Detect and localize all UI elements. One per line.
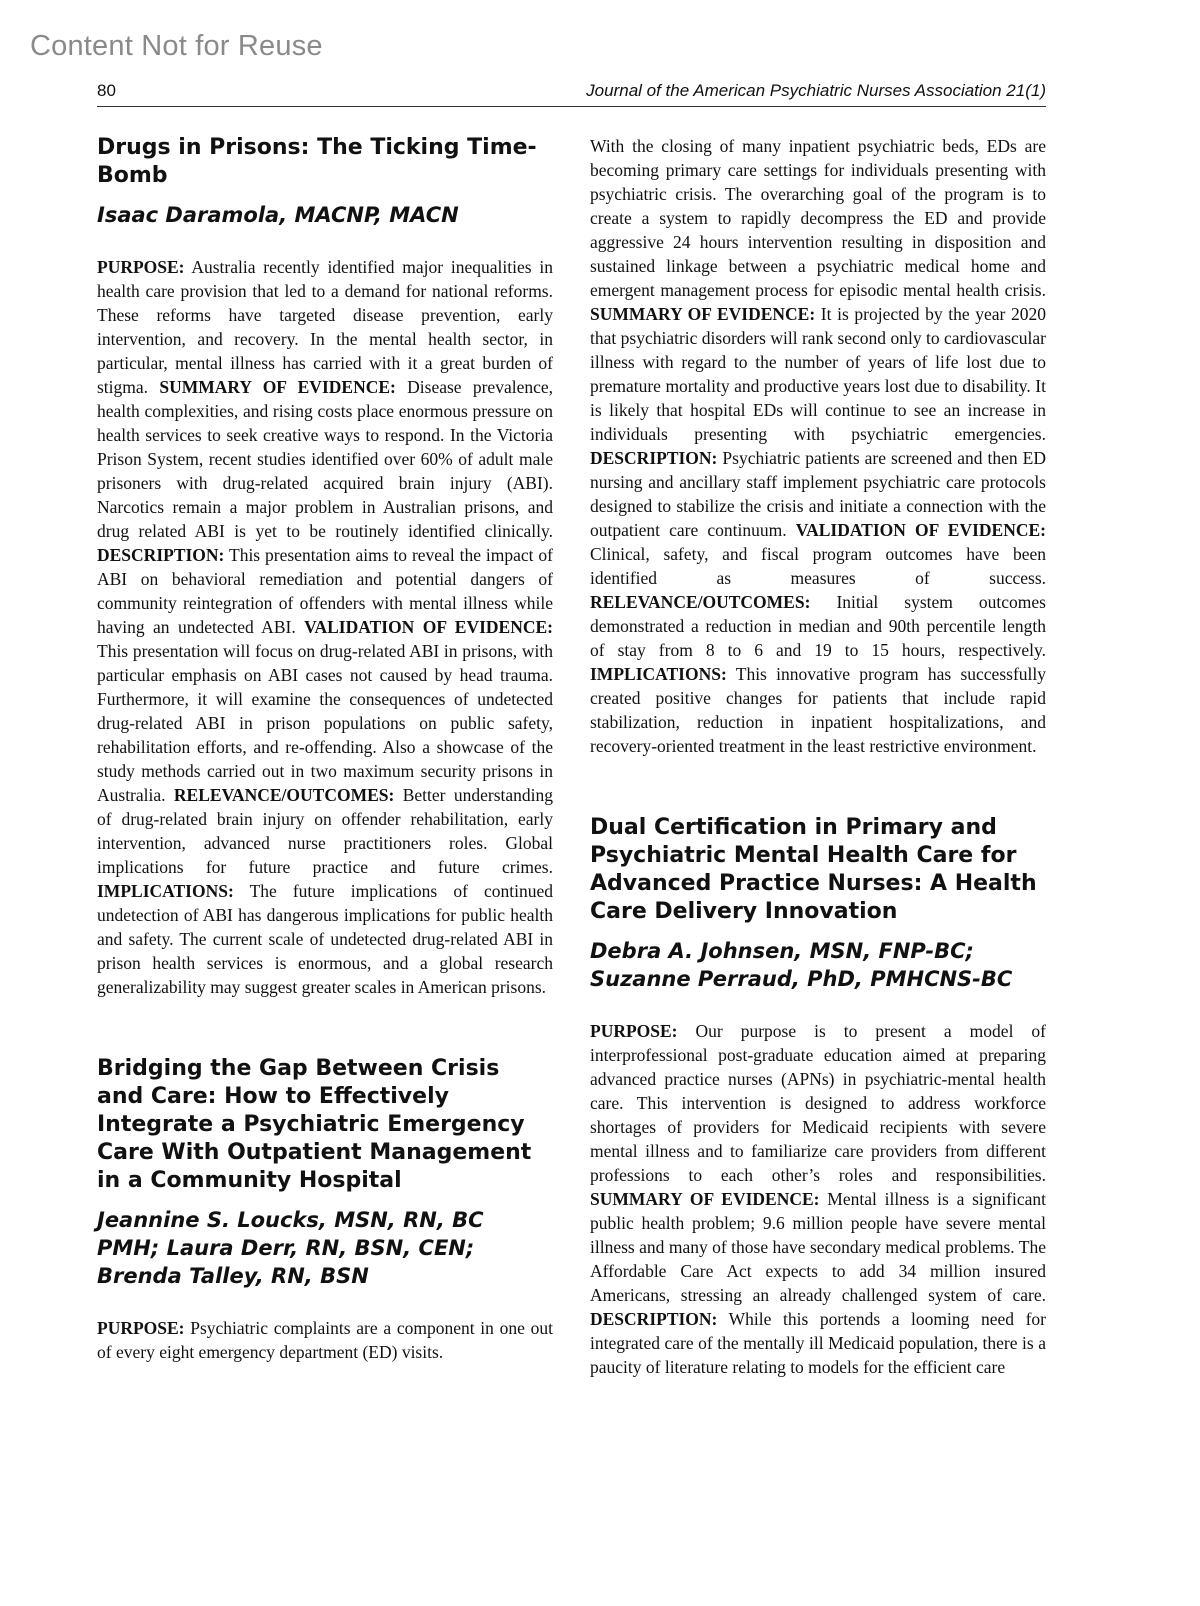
section-text: Initial system outcomes demonstrated a reduction in median and 90th percentile length of stay from 8 to 6 and 19 to 15 hours, respectively. — [590, 592, 1046, 660]
section-text: Psychiatric complaints are a component in one out of every eight emergency department (ED) visits. — [97, 1318, 554, 1362]
abstract-body — [97, 1316, 553, 1364]
abstract-title: Bridging the Gap Between Crisis and Care: How to Effectively Integrate a Psychiatric Emergency Care With Outpatient Management in a Community Hospital — [97, 1056, 532, 1193]
section-text: Mental illness is a significant public health problem; 9.6 million people have severe mental illness and many of those have secondary medical problems. The Affordable Care Act expects to add 34 million insured Americans, stressing an already challenged system of care. — [590, 1189, 1046, 1305]
abstract-authors: Isaac Daramola, MACNP, MACN — [97, 203, 459, 227]
section-text: With the closing of many inpatient psychiatric beds, EDs are becoming primary care settings for individuals presenting with psychiatric crisis. The overarching goal of the program is to create a system to rapidly decompress the ED and provide aggressive 24 hours intervention resulting in disposition and sustained linkage between a psychiatric medical home and emergent management process for episodic mental health crisis. — [590, 136, 1046, 300]
section-text: This presentation aims to reveal the impact of ABI on behavioral remediation and potential dangers of community reintegration of offenders with mental illness while having an undetected ABI. — [97, 545, 554, 637]
abstract-title: Dual Certification in Primary and Psychiatric Mental Health Care for Advanced Practice Nurses: A Health Care Delivery Innovation — [590, 815, 1037, 924]
section-text: Psychiatric patients are screened and then ED nursing and ancillary staff implement psychiatric care protocols designed to stabilize the crisis and initiate a connection with the outpatient care continuum. — [590, 448, 1047, 540]
section-label: PURPOSE: — [97, 1318, 185, 1338]
section-text: Australia recently identified major inequalities in health care provision that led to a demand for national reforms. These reforms have targeted disease prevention, early intervention, and recovery. In the mental health sector, in particular, mental illness has carried with it a great burden of stigma. — [97, 257, 553, 397]
section-label: IMPLICATIONS: — [590, 664, 727, 684]
section-text: Our purpose is to present a model of interprofessional post-graduate education aimed at preparing advanced practice nurses (APNs) in psychiatric-mental health care. This intervention is designed to address workforce shortages of providers for Medicaid recipients with severe mental illness and to familiarize care providers from different professions to each other’s roles and responsibilities. — [590, 1021, 1046, 1185]
section-label: PURPOSE: — [590, 1021, 678, 1041]
section-spacer — [590, 758, 1046, 814]
section-label: SUMMARY OF EVIDENCE: — [590, 1189, 820, 1209]
section-text: This presentation will focus on drug-related ABI in prisons, with particular emphasis on ABI cases not caused by head trauma. Furthermore, it will examine the consequences of undetected drug-related ABI in prison populations on public safety, rehabilitation efforts, and re-offending. Also a showcase of the study methods carried out in two maximum security prisons in Australia. — [97, 641, 553, 805]
abstract-body — [97, 255, 553, 999]
section-label: DESCRIPTION: — [97, 545, 225, 565]
section-text: Better understanding of drug-related brain injury on offender rehabilitation, early intervention, advanced nurse practitioners roles. Global implications for future practice and future crimes. — [97, 785, 554, 877]
abstract-title: Drugs in Prisons: The Ticking Time-Bomb — [97, 135, 537, 188]
abstract-body — [590, 1019, 1046, 1379]
section-label: VALIDATION OF EVIDENCE: — [304, 617, 553, 637]
abstract-drugs-in-prisons — [97, 134, 553, 999]
abstract-dual-certification — [590, 814, 1046, 1379]
abstract-body-continued — [590, 134, 1046, 758]
section-label: IMPLICATIONS: — [97, 881, 234, 901]
abstract-bridging-the-gap — [97, 1055, 553, 1364]
section-text: It is projected by the year 2020 that psychiatric disorders will rank second only to cardiovascular illness with regard to the number of years of life lost due to premature mortality and productive years lost due to disability. It is likely that hospital EDs will continue to see an increase in individuals presenting with psychiatric emergencies. — [590, 304, 1046, 444]
section-text: This innovative program has successfully created positive changes for patients that include rapid stabilization, reduction in inpatient hospitalizations, and recovery-oriented treatment in the least restrictive environment. — [590, 664, 1046, 756]
section-label: DESCRIPTION: — [590, 1309, 718, 1329]
abstract-authors: Jeannine S. Loucks, MSN, RN, BC PMH; Laura Derr, RN, BSN, CEN; Brenda Talley, RN, BSN — [97, 1208, 484, 1288]
running-head — [97, 80, 1046, 107]
section-text: Clinical, safety, and fiscal program outcomes have been identified as measures of success. — [590, 544, 1046, 588]
section-text: The future implications of continued undetection of ABI has dangerous implications for public health and safety. The current scale of undetected drug-related ABI in prison health services is enormous, and a global research generalizability may suggest greater scales in American prisons. — [97, 881, 553, 997]
section-spacer — [97, 999, 553, 1055]
abstract-authors: Debra A. Johnsen, MSN, FNP-BC; Suzanne Perraud, PhD, PMHCNS-BC — [590, 939, 1013, 991]
section-label: PURPOSE: — [97, 257, 185, 277]
watermark: Content Not for Reuse — [30, 30, 323, 62]
section-label: DESCRIPTION: — [590, 448, 718, 468]
section-text: While this portends a looming need for integrated care of the mentally ill Medicaid population, there is a paucity of literature relating to models for the efficient care — [590, 1309, 1046, 1377]
journal-title: Journal of the American Psychiatric Nurses Association 21(1) — [586, 81, 1046, 100]
right-column — [590, 134, 1046, 1379]
section-label: SUMMARY OF EVIDENCE: — [590, 304, 816, 324]
section-label: SUMMARY OF EVIDENCE: — [159, 377, 396, 397]
section-label: RELEVANCE/OUTCOMES: — [173, 785, 395, 805]
section-text: Disease prevalence, health complexities, and rising costs place enormous pressure on health services to seek creative ways to respond. In the Victoria Prison System, recent studies identified over 60% of adult male prisoners with drug-related acquired brain injury (ABI). Narcotics remain a major problem in Australian prisons, and drug related ABI is yet to be routinely identified clinically. — [97, 377, 554, 541]
section-label: RELEVANCE/OUTCOMES: — [590, 592, 811, 612]
page-number: 80 — [97, 81, 116, 100]
section-label: VALIDATION OF EVIDENCE: — [795, 520, 1047, 540]
left-column — [97, 134, 553, 1364]
